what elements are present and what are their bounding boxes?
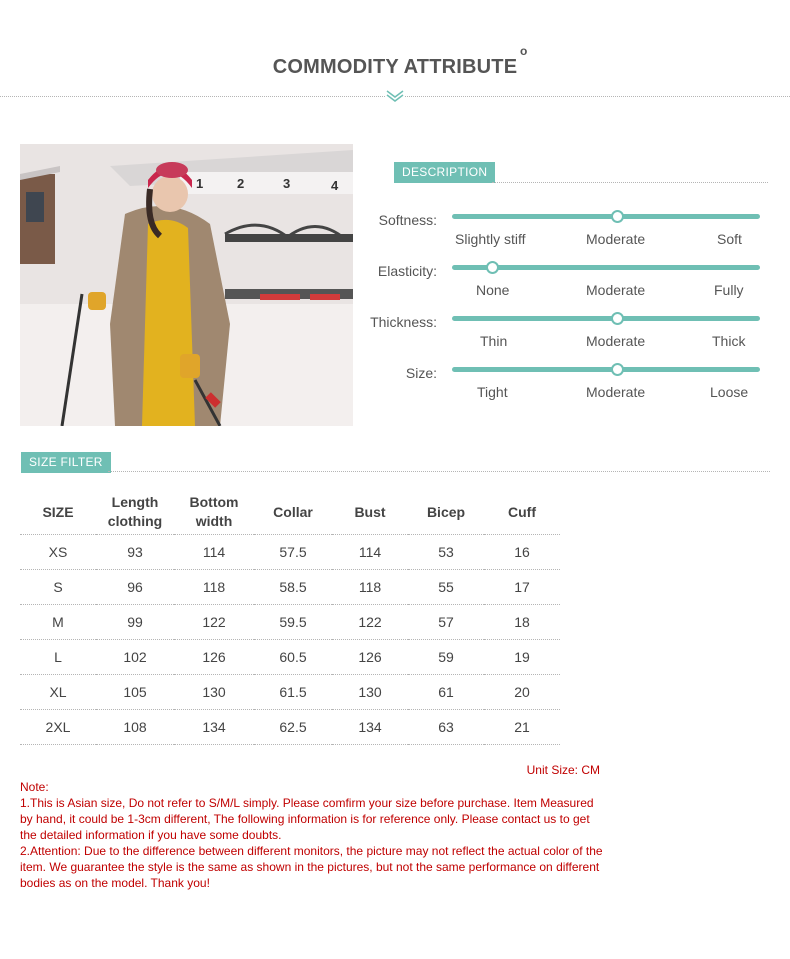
cell-length: 99: [96, 605, 174, 640]
cell-size: XS: [20, 535, 96, 570]
size-filter-tag: SIZE FILTER: [21, 452, 111, 473]
table-row: [20, 675, 560, 710]
cell-bicep: 63: [408, 710, 484, 745]
softness-option-2: Moderate: [586, 231, 646, 247]
thickness-indicator: [611, 312, 624, 325]
softness-option-3: Soft: [717, 231, 742, 247]
cell-collar: 59.5: [254, 605, 332, 640]
cell-bottom-width: 114: [174, 535, 254, 570]
product-photo: [20, 144, 353, 426]
cell-bust: 118: [332, 570, 408, 605]
cell-length: 105: [96, 675, 174, 710]
title-text: COMMODITY ATTRIBUTE: [272, 56, 518, 78]
cell-collar: 61.5: [254, 675, 332, 710]
cell-bust: 114: [332, 535, 408, 570]
title-divider-left: [0, 96, 385, 97]
cell-cuff: 20: [484, 675, 560, 710]
cell-size: 2XL: [20, 710, 96, 745]
cell-collar: 60.5: [254, 640, 332, 675]
cell-bicep: 57: [408, 605, 484, 640]
section-title: [0, 44, 790, 79]
thickness-scale: [452, 316, 760, 321]
size-label: Size:: [405, 365, 437, 381]
cell-bust: 134: [332, 710, 408, 745]
size-option-1: Tight: [477, 384, 508, 400]
cell-bust: 126: [332, 640, 408, 675]
table-row: [20, 570, 560, 605]
cell-collar: 57.5: [254, 535, 332, 570]
note-line-1: 1.This is Asian size, Do not refer to S/M/L simply. Please comfirm your size before purchase. Item Measured by hand, it could be 1-3cm different, The following information is for reference only. Please contact us to get the detailed information if you have some doubts.: [20, 796, 594, 842]
thickness-option-3: Thick: [712, 333, 746, 349]
elasticity-option-1: None: [476, 282, 510, 298]
cell-bust: 130: [332, 675, 408, 710]
lift-number-2: 2: [237, 176, 245, 191]
softness-label: Softness:: [378, 212, 437, 228]
chevron-down-icon: [385, 89, 405, 103]
softness-indicator: [611, 210, 624, 223]
cell-bottom-width: 134: [174, 710, 254, 745]
cell-cuff: 21: [484, 710, 560, 745]
note-heading: Note:: [20, 780, 49, 794]
cell-cuff: 18: [484, 605, 560, 640]
cell-size: XL: [20, 675, 96, 710]
cell-bicep: 59: [408, 640, 484, 675]
cell-length: 96: [96, 570, 174, 605]
cell-bust: 122: [332, 605, 408, 640]
size-scale: [452, 367, 760, 372]
cell-bicep: 55: [408, 570, 484, 605]
note-line-2: 2.Attention: Due to the difference between different monitors, the picture may not reflect the actual color of the item. We guarantee the style is the same as shown in the pictures, but not the same performance on different bodies as on the model. Thank you!: [20, 844, 603, 890]
size-table: [20, 490, 560, 745]
size-option-3: Loose: [710, 384, 749, 400]
cell-collar: 62.5: [254, 710, 332, 745]
lift-number-4: 4: [331, 178, 339, 193]
table-row: [20, 710, 560, 745]
unit-size-label: Unit Size: CM: [526, 763, 600, 777]
description-divider: [492, 182, 768, 183]
size-option-2: Moderate: [586, 384, 646, 400]
softness-scale: [452, 214, 760, 219]
cell-bottom-width: 126: [174, 640, 254, 675]
elasticity-option-2: Moderate: [586, 282, 646, 298]
thickness-option-1: Thin: [480, 333, 508, 349]
size-indicator: [611, 363, 624, 376]
size-note: [20, 779, 605, 891]
header-length-clothing: Length clothing: [96, 490, 174, 535]
cell-length: 102: [96, 640, 174, 675]
header-bicep: Bicep: [408, 490, 484, 535]
cell-bicep: 53: [408, 535, 484, 570]
cell-cuff: 19: [484, 640, 560, 675]
table-row: [20, 640, 560, 675]
cell-bottom-width: 130: [174, 675, 254, 710]
thickness-option-2: Moderate: [586, 333, 646, 349]
table-row: [20, 535, 560, 570]
header-size: SIZE: [20, 490, 96, 535]
cell-bottom-width: 122: [174, 605, 254, 640]
cell-size: M: [20, 605, 96, 640]
thickness-label: Thickness:: [370, 314, 437, 330]
cell-size: L: [20, 640, 96, 675]
elasticity-label: Elasticity:: [377, 263, 437, 279]
header-bottom-width: Bottom width: [174, 490, 254, 535]
cell-cuff: 17: [484, 570, 560, 605]
table-row: [20, 605, 560, 640]
cell-bicep: 61: [408, 675, 484, 710]
elasticity-indicator: [486, 261, 499, 274]
cell-length: 93: [96, 535, 174, 570]
title-degree-mark: o: [520, 44, 528, 58]
title-divider-right: [405, 96, 790, 97]
cell-length: 108: [96, 710, 174, 745]
softness-option-1: Slightly stiff: [455, 231, 526, 247]
elasticity-option-3: Fully: [714, 282, 744, 298]
header-collar: Collar: [254, 490, 332, 535]
lift-number-1: 1: [196, 176, 204, 191]
cell-cuff: 16: [484, 535, 560, 570]
cell-size: S: [20, 570, 96, 605]
description-tag: DESCRIPTION: [394, 162, 495, 183]
cell-collar: 58.5: [254, 570, 332, 605]
size-filter-divider: [108, 471, 770, 472]
table-header-row: [20, 490, 560, 535]
lift-number-3: 3: [283, 176, 291, 191]
cell-bottom-width: 118: [174, 570, 254, 605]
header-cuff: Cuff: [484, 490, 560, 535]
header-bust: Bust: [332, 490, 408, 535]
